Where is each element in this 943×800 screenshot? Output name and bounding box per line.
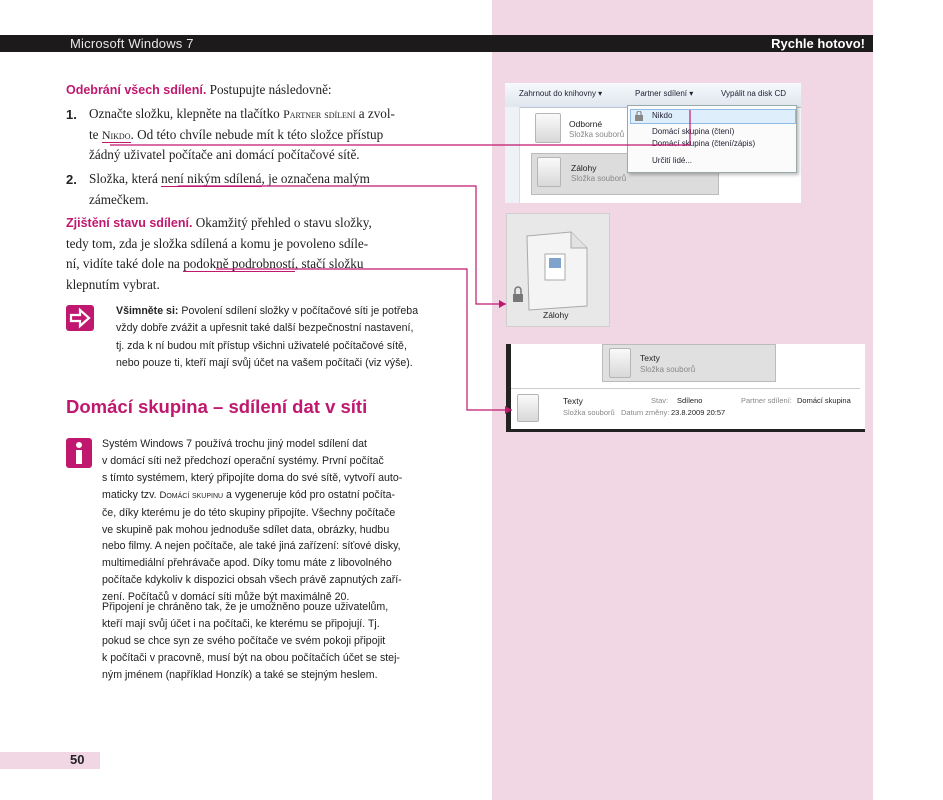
section1-heading: Odebrání všech sdílení. xyxy=(66,83,207,97)
details-pane-highlight: podokně podrobností xyxy=(183,256,295,271)
step1-text: Označte složku, klepněte na tlačítko Partner sdílení a zvol- te Nikdo. Od této chvíle nebude mít k této složce přístup žádný uživatel počítače ani domácí počítačové sítě. xyxy=(89,106,395,162)
nikdo-highlight: Nikdo xyxy=(101,127,131,142)
header-series: Rychle hotovo! xyxy=(771,36,865,51)
include-library-button[interactable]: Zahrnout do knihovny ▾ xyxy=(519,89,603,98)
section-title: Domácí skupina – sdílení dat v síti xyxy=(66,396,368,417)
step2-text: Složka, která není nikým sdílená, je označena malým zámečkem. xyxy=(89,171,370,207)
step2-number: 2. xyxy=(66,172,77,187)
share-with-button[interactable]: Partner sdílení ▾ xyxy=(635,89,694,98)
menu-item-specific-people[interactable]: Určití lidé... xyxy=(652,156,693,165)
page-number: 50 xyxy=(70,752,85,767)
burn-button[interactable]: Vypálit na disk CD xyxy=(721,89,787,98)
header-title: Microsoft Windows 7 xyxy=(70,36,194,51)
not-shared-highlight: není nikým sdílená xyxy=(161,171,262,186)
section1-intro: Odebrání všech sdílení. Postupujte následovně: xyxy=(66,82,332,97)
menu-item-homegroup-read[interactable]: Domácí skupina (čtení) xyxy=(652,127,735,136)
menu-item-nikdo[interactable]: Nikdo xyxy=(652,111,673,120)
section2-heading: Zjištění stavu sdílení. xyxy=(66,216,193,230)
callout-line-1 xyxy=(110,110,690,145)
callout-line-3 xyxy=(216,269,512,410)
menu-item-homegroup-readwrite[interactable]: Domácí skupina (čtení/zápis) xyxy=(652,139,756,148)
details-name: Texty xyxy=(563,396,583,406)
paragraph-2: Připojení je chráněno tak, že je umožněno pouze uživatelům, kteří mají svůj účet i na počítači, ke kterému se připojují. Tj. pokud se chce syn ze svého počítače ve svém pokoji připojit k počítači v pracovně, musí být na obou počítačích účet se stej- ným jménem (například Honzík) a také se stejným heslem. xyxy=(102,601,400,681)
details-pane-screenshot: Texty Složka souborů Texty Složka souborů Stav: Sdíleno Datum změny: 23.8.2009 20:57 Partner sdílení: Domácí skupina xyxy=(506,344,865,432)
paragraph-1: Systém Windows 7 používá trochu jiný model sdílení dat v domácí síti než předchozí operační systémy. První počítač s tímto systémem, který připojíte doma do své sítě, vytvoří auto- maticky tzv. Domácí skupinu a vygeneruje kód pro ostatní počíta- če, díky kterému je do této skupiny připojíte. Všechny počítače ve skupině pak mohou jednoduše sdílet data, obrázky, hudbu nebo filmy. A nejen počítače, ale také jiná zařízení: síťové disky, multimediální přehrávače apod. Díky tomu máte z libovolného počítače kdykoliv k dispozici obsah všech právě zapnutých zaří- zení. Počítačů v domácí síti může být maximálně 20. xyxy=(102,438,403,604)
folder1-name[interactable]: Odborné xyxy=(569,119,603,129)
note-box: Všimněte si: Povolení sdílení složky v počítačové síti je potřeba vždy dobře zvážit a upřesnit také další bezpečnostní nastavení, tj. zda k ní budou mít přístup všichni uživatelé počítačové sítě, nebo pouze ti, kteří mají svůj účet na vašem počítači (viz výše). xyxy=(116,305,419,370)
note-label: Všimněte si: xyxy=(116,305,179,317)
sharing-state: Sdíleno xyxy=(677,396,703,405)
arrowhead xyxy=(499,300,506,308)
explorer-screenshot-menu: Zahrnout do knihovny ▾ Partner sdílení ▾ Vypálit na disk CD Odborné Složka souborů Zálohy Složka souborů Nikdo Domácí skupina (čtení) Domácí skupina (čtení/zápis) Určití lidé... xyxy=(505,83,801,203)
folder2-name: Zálohy xyxy=(571,163,597,173)
arrowhead xyxy=(505,406,512,414)
callout-line-2 xyxy=(178,186,506,304)
locked-folder-name: Zálohy xyxy=(543,310,569,320)
step1-number: 1. xyxy=(66,107,77,122)
section2-text: Zjištění stavu sdílení. Okamžitý přehled o stavu složky, tedy tom, zda je složka sdílená a komu je povoleno sdíle- ní, vidíte také dole na podokně podrobností, stačí složku klepnutím vybrat. xyxy=(66,215,372,292)
